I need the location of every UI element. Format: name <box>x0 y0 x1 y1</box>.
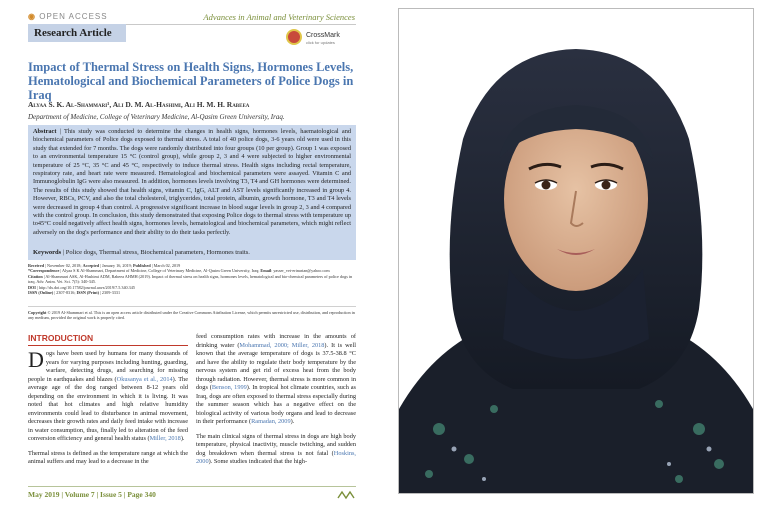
issn-print-label: ISSN (Print) <box>76 290 99 296</box>
text-run: ). <box>290 418 295 425</box>
accepted-label: Accepted <box>82 263 100 268</box>
correspondence-text: | Alyaa S K Al-Shammari, Department of Medicine, College of Veterinary Medicine, Al-Qasim Green University, Iraq; <box>59 268 261 274</box>
page-footer: May 2019 | Volume 7 | Issue 5 | Page 340 <box>28 490 156 499</box>
citation-link[interactable]: Mohammad, 2000; Miller, 2018 <box>239 341 325 349</box>
doi-label: DOI <box>28 284 36 290</box>
affiliation: Department of Medicine, College of Veterinary Medicine, Al-Qasim Green University, Iraq. <box>28 113 285 121</box>
citation-link[interactable]: Miller, 2018 <box>149 435 181 442</box>
intro-paragraph-4 <box>196 433 356 467</box>
footer-divider <box>28 486 356 487</box>
email-address[interactable]: : yasser_vet-erinarian@yahoo.com <box>271 268 330 274</box>
citation-text: | Al-Shammari ASK, Al-Hashimi ADM, Rabeea AHMH (2019). Impact of thermal stress on health signs, hormones levels, hematological and bio-chemical parameters of police dogs in iraq. Adv. Anim. Vet. Sci. 7(5): 340-345. <box>28 273 353 285</box>
portrait-photo <box>398 8 754 494</box>
text-run: The main clinical signs of thermal stress in dogs are high body temperature, physical inactivity, muscle twitching, and sudden dog breakdown when thermal stress is not fatal ( <box>196 432 356 457</box>
body-column-right <box>196 333 356 473</box>
abstract-box <box>28 125 356 246</box>
copyright-notice <box>28 310 356 321</box>
received-date: | November 02, 2018; <box>44 263 83 268</box>
crossmark-label: CrossMark <box>306 32 340 39</box>
issn-print: | 2309-3331 <box>99 290 121 296</box>
citation-link[interactable]: Hoskins, 2000 <box>196 449 356 465</box>
correspondence-label: *Correspondence <box>28 268 60 274</box>
citation-link[interactable]: Okusanya et al., 2014 <box>116 375 173 383</box>
doi-link[interactable]: | http://dx.doi.org/10.17582/journal.aavs/2019/7.5.340.345 <box>35 284 135 290</box>
citation-link[interactable]: Ramadan, 2009 <box>251 418 291 425</box>
citation-label: Citation <box>28 273 43 279</box>
text-run: ). It is well known that the average temperature of dogs is 37.5-38.8 °C and have the ability to regulate their body temperature by the nervous system and get rid of excess heat from the body through radiation. However, thermal stress is more common in dogs ( <box>196 341 356 391</box>
text-run: ). In tropical hot climate countries, such as Iraq, dogs are often exposed to thermal stress especially during the summer season which has a negative effect on the biological activity of various body organs and lead to decrease in their performance ( <box>196 384 356 425</box>
article-title: Impact of Thermal Stress on Health Signs, Hormones Levels, Hematological and Biochemical Parameters of Police Dogs in Iraq <box>28 60 354 102</box>
author-list: Alyaa S. K. Al-Shammari¹, Ali D. M. Al-Hashimi, Ali H. M. H. Rabeea <box>28 100 250 109</box>
text-run: ). The average age of the dog ranged between 8-12 years old depending on the environment in which it is living. It was noted that hot climates and high relative humidity environments could lead to disturbance in animal movement, decreases their growth rates and daily feed intake with increase in water consumption, thus, finally led to alteration of the feed conversion efficiency and general health status ( <box>28 375 188 442</box>
journal-name: Advances in Animal and Veterinary Sciences <box>203 12 355 22</box>
published-label: Published <box>132 263 151 268</box>
intro-paragraph-2: Thermal stress is defined as the temperature range at which the animal suffers and may lead to a decrease in the <box>28 449 188 465</box>
crossmark-sublabel: click for updates <box>306 40 335 45</box>
citation-link[interactable]: Benson, 1999 <box>211 384 247 391</box>
keywords-text: | Police dogs, Thermal stress, Biochemical parameters, Hormones traits. <box>61 249 250 256</box>
open-access-text: OPEN ACCESS <box>39 12 108 21</box>
email-label: Email <box>260 268 272 274</box>
text-run: ogs have been used by humans for many thousands of years for varying purposes including hunting, guarding, warfare, detecting drugs, and searching for missing people in earthquakes and blazes ( <box>28 350 188 383</box>
introduction-underline <box>28 345 188 346</box>
body-column-left <box>28 347 188 473</box>
open-access-label: ◉ OPEN ACCESS <box>28 12 108 21</box>
intro-paragraph-1 <box>28 347 188 444</box>
abstract-label: Abstract <box>33 128 57 135</box>
copyright-label: Copyright <box>28 310 47 315</box>
issn-online-label: ISSN (Online) <box>28 290 54 296</box>
introduction-heading: INTRODUCTION <box>28 333 94 343</box>
drop-cap: D <box>28 347 44 372</box>
keywords-label: Keywords <box>33 249 62 256</box>
text-run: ). <box>180 435 185 442</box>
article-metadata <box>28 263 356 295</box>
issn-online: | 2307-8316; <box>53 290 77 296</box>
text-run: ). Some studies indicated that the high- <box>208 458 308 465</box>
portrait-illustration <box>399 9 753 493</box>
keywords-box <box>28 246 356 260</box>
metadata-divider <box>28 306 356 307</box>
received-label: Received <box>28 263 45 268</box>
publisher-logo-icon <box>336 490 356 500</box>
copyright-text: © 2019 Al-Shammari et al. This is an open access article distributed under the Creative Commons Attribution License, which permits unrestricted use, distribution, and reproduction in any medium, provided the original work is properly cited. <box>28 310 355 321</box>
intro-paragraph-3 <box>196 333 356 427</box>
abstract-text: | This study was conducted to determine the changes in health signs, hormones levels, haematological and biochemical parameters of Police dogs exposed to thermal stress. A total of 40 police dogs, 3-6 years old were used in this study that extended for 7 months. The dogs were randomly distributed into four groups (10 per group). Group 1 was exposed to an environmental temperature 15 °C (control group), while group 2, 3 and 4 were subjected to higher environmental temperature of 25 °C, 35 °C and 45 °C, respectively to induce thermal stress. Health signs including rectal temperature, respiratory rate, and heart rate were measured. Hematological and biochemical parameters were assayed. Vitamin C and Immunoglobulin IgG were also measured. In addition, hormones levels involving T3, T4 and GH hormones were determined. The results of this study showed that health signs, vitamin C, IgG, ALT and AST levels significantly increased in group 4. However, RBCs, PCV, and also the total cholesterol, triglycerides, total protein, albumin, growth hormone, T3 and T4 levels were decreased in group 4 than control. A progressive significant increase in blood sugar levels in group 2, 3 and 4 compared with the control group. In conclusion, this study demonstrated that exposing Police dogs to thermal stress with temperature up to45°C could negatively affect health signs, hormones levels, hematological and biochemical parameters, which might reflect adversely on the dog's performance and their ability to do their tasks perfectly. <box>33 128 351 236</box>
published-date: | March 02, 2019 <box>150 263 181 268</box>
text-run: feed consumption rates with increase in the amounts of drinking water ( <box>196 333 356 349</box>
article-type-banner: Research Article <box>28 24 126 42</box>
crossmark-icon <box>286 29 302 45</box>
accepted-date: | January 16, 2019; <box>99 263 133 268</box>
crossmark-badge[interactable] <box>286 27 348 49</box>
